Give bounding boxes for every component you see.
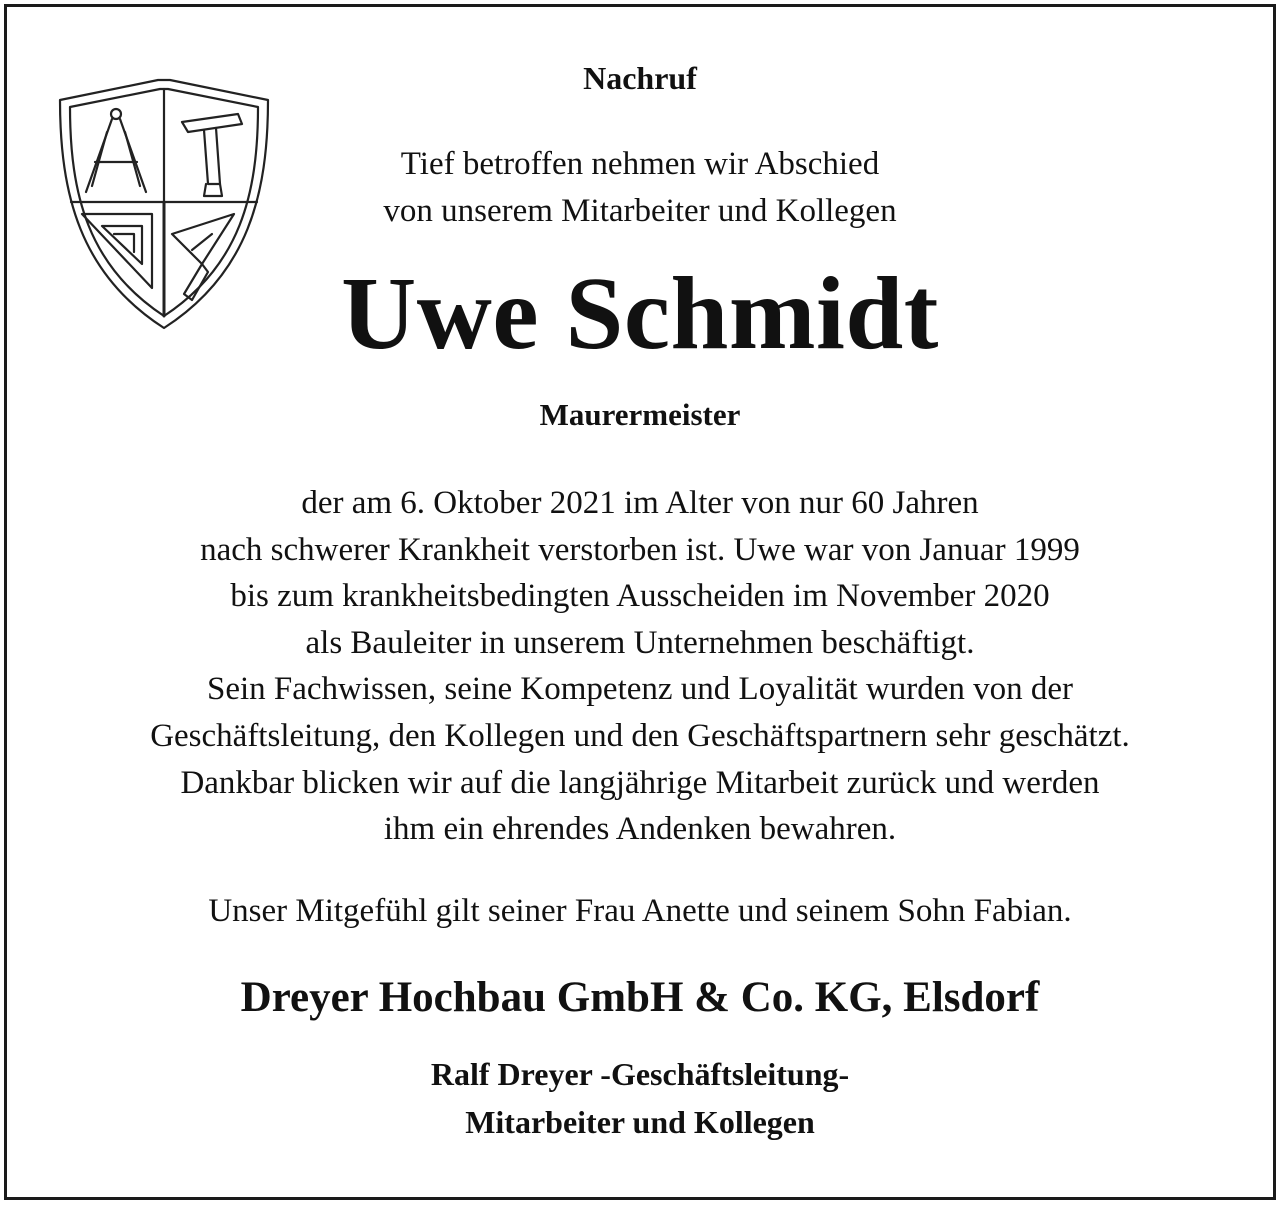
signatories bbox=[0, 1050, 1280, 1146]
tribute-text bbox=[0, 480, 1280, 853]
intro-line: Tief betroffen nehmen wir Abschied bbox=[400, 146, 880, 182]
deceased-name: Uwe Schmidt bbox=[341, 256, 939, 371]
company-name: Dreyer Hochbau GmbH & Co. KG, Elsdorf bbox=[240, 974, 1040, 1021]
notice-heading: Nachruf bbox=[583, 60, 697, 96]
tribute-line: der am 6. Oktober 2021 im Alter von nur 60 Jahren bbox=[301, 485, 979, 521]
intro-line: von unserem Mitarbeiter und Kollegen bbox=[383, 193, 897, 229]
tribute-line: als Bauleiter in unserem Unternehmen beschäftigt. bbox=[305, 624, 975, 661]
tribute-line: bis zum krankheitsbedingten Ausscheiden im November 2020 bbox=[230, 578, 1050, 615]
signatory-line: Ralf Dreyer -Geschäftsleitung- bbox=[430, 1056, 850, 1092]
tribute-line: Dankbar blicken wir auf die langjährige Mitarbeit zurück und werden bbox=[180, 764, 1100, 801]
tribute-line: Sein Fachwissen, seine Kompetenz und Loyalität wurden von der bbox=[206, 671, 1074, 708]
signatory-line: Mitarbeiter und Kollegen bbox=[465, 1104, 815, 1140]
tribute-line: Geschäftsleitung, den Kollegen und den Geschäftspartnern sehr geschätzt. bbox=[150, 717, 1130, 754]
condolence-text: Unser Mitgefühl gilt seiner Frau Anette und seinem Sohn Fabian. bbox=[208, 893, 1072, 929]
tribute-line: ihm ein ehrendes Andenken bewahren. bbox=[383, 811, 897, 848]
deceased-profession: Maurermeister bbox=[539, 397, 741, 432]
intro-text bbox=[0, 141, 1280, 235]
tribute-line: nach schwerer Krankheit verstorben ist. Uwe war von Januar 1999 bbox=[200, 531, 1080, 568]
